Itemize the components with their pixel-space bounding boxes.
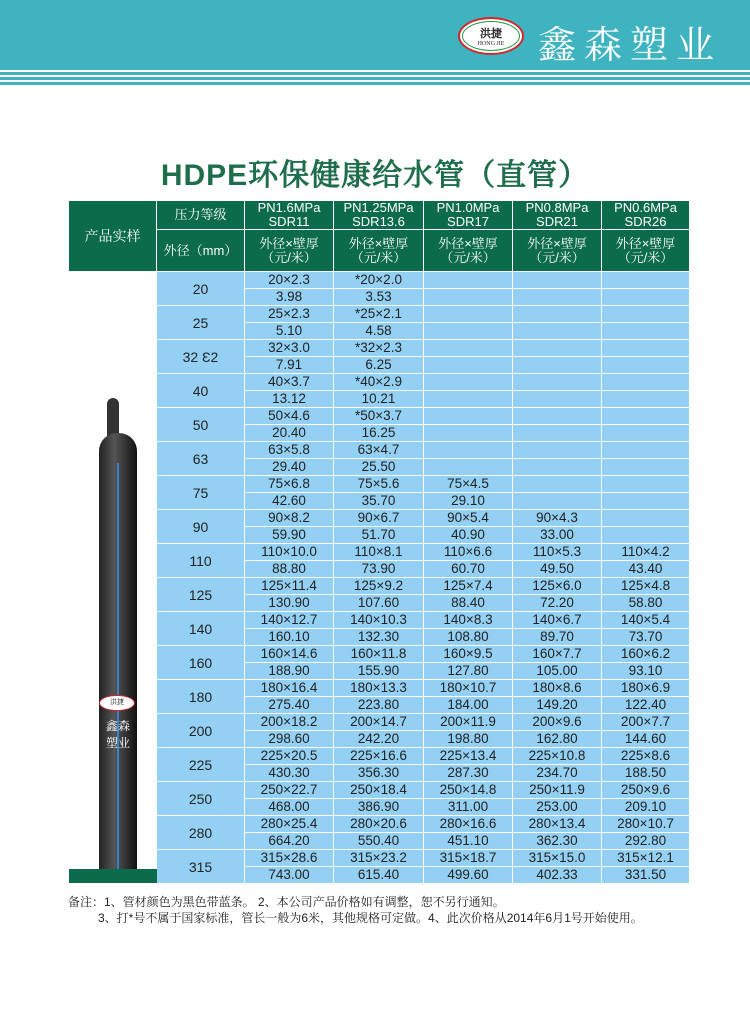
- spec-cell: 110×10.0: [245, 544, 334, 561]
- price-cell: [513, 391, 602, 408]
- spec-cell: *32×2.3: [334, 340, 424, 357]
- spec-cell: 250×14.8: [424, 782, 513, 799]
- price-cell: [602, 289, 690, 306]
- price-cell: 88.40: [424, 595, 513, 612]
- price-cell: 130.90: [245, 595, 334, 612]
- od-cell: 180: [157, 680, 245, 714]
- spec-cell: 315×28.6: [245, 850, 334, 867]
- spec-cell: [424, 374, 513, 391]
- price-cell: 29.40: [245, 459, 334, 476]
- spec-cell: 180×13.3: [334, 680, 424, 697]
- price-cell: [513, 357, 602, 374]
- price-cell: 664.20: [245, 833, 334, 850]
- spec-cell: [602, 476, 690, 493]
- price-cell: [513, 425, 602, 442]
- price-cell: 132.30: [334, 629, 424, 646]
- spec-cell: 250×9.6: [602, 782, 690, 799]
- spec-cell: 180×8.6: [513, 680, 602, 697]
- price-cell: 73.70: [602, 629, 690, 646]
- spec-cell: 140×12.7: [245, 612, 334, 629]
- unit-label: （元/米）: [350, 249, 407, 265]
- spec-cell: [513, 340, 602, 357]
- od-cell: 110: [157, 544, 245, 578]
- sdr-label: SDR13.6: [352, 214, 405, 229]
- price-cell: 430.30: [245, 765, 334, 782]
- spec-cell: 110×4.2: [602, 544, 690, 561]
- spec-cell: 280×20.6: [334, 816, 424, 833]
- price-cell: [424, 425, 513, 442]
- table-row: [69, 680, 690, 697]
- spec-cell: 125×9.2: [334, 578, 424, 595]
- price-cell: 198.80: [424, 731, 513, 748]
- spec-cell: 125×6.0: [513, 578, 602, 595]
- spec-cell: [602, 340, 690, 357]
- unit-label: 外径×壁厚: [438, 235, 498, 251]
- unit-label: 外径×壁厚: [615, 235, 676, 251]
- sdr-label: SDR11: [268, 214, 310, 229]
- spec-cell: [602, 374, 690, 391]
- price-cell: 20.40: [245, 425, 334, 442]
- price-cell: 72.20: [513, 595, 602, 612]
- price-cell: [424, 357, 513, 374]
- spec-cell: *20×2.0: [334, 272, 424, 289]
- spec-cell: 63×4.7: [334, 442, 424, 459]
- price-cell: 615.40: [334, 867, 424, 884]
- spec-cell: 140×5.4: [602, 612, 690, 629]
- spec-cell: 225×13.4: [424, 748, 513, 765]
- unit-header: [513, 230, 602, 272]
- price-cell: 499.60: [424, 867, 513, 884]
- header-stripes: [0, 70, 750, 86]
- price-cell: 51.70: [334, 527, 424, 544]
- sdr-label: SDR17: [447, 214, 489, 229]
- spec-cell: 110×5.3: [513, 544, 602, 561]
- price-cell: 7.91: [245, 357, 334, 374]
- spec-cell: 125×11.4: [245, 578, 334, 595]
- spec-cell: 90×6.7: [334, 510, 424, 527]
- spec-cell: 90×4.3: [513, 510, 602, 527]
- price-cell: 29.10: [424, 493, 513, 510]
- price-cell: 298.60: [245, 731, 334, 748]
- price-cell: 16.25: [334, 425, 424, 442]
- spec-cell: 25×2.3: [245, 306, 334, 323]
- price-cell: 149.20: [513, 697, 602, 714]
- unit-label: （元/米）: [261, 249, 317, 265]
- spec-cell: [602, 510, 690, 527]
- price-cell: 287.30: [424, 765, 513, 782]
- pn-label: PN1.0MPa: [436, 200, 500, 215]
- product-image-cell: [69, 272, 157, 884]
- spec-cell: 90×5.4: [424, 510, 513, 527]
- note-line-1: 备注：1、管材颜色为黑色带蓝条。 2、本公司产品价格如有调整，恕不另行通知。: [68, 895, 505, 909]
- price-cell: 59.90: [245, 527, 334, 544]
- unit-header: [334, 230, 424, 272]
- price-cell: 184.00: [424, 697, 513, 714]
- price-cell: [513, 289, 602, 306]
- spec-cell: 225×10.8: [513, 748, 602, 765]
- spec-cell: 225×16.6: [334, 748, 424, 765]
- spec-cell: [513, 408, 602, 425]
- spec-cell: 315×12.1: [602, 850, 690, 867]
- price-cell: [602, 527, 690, 544]
- note-line-2: 3、打*号不属于国家标准，管长一般为6米，其他规格可定做。4、此次价格从2014年6月1号开始使用。: [98, 911, 643, 925]
- pn-label: PN1.6MPa: [257, 200, 321, 215]
- price-cell: 5.10: [245, 323, 334, 340]
- unit-header: [424, 230, 513, 272]
- price-cell: 25.50: [334, 459, 424, 476]
- spec-cell: 20×2.3: [245, 272, 334, 289]
- spec-cell: [513, 476, 602, 493]
- table-row: [69, 578, 690, 595]
- spec-cell: 75×5.6: [334, 476, 424, 493]
- table-row: [69, 782, 690, 799]
- od-cell: 125: [157, 578, 245, 612]
- pn-label: PN0.6MPa: [614, 200, 677, 215]
- unit-label: 外径×壁厚: [348, 235, 409, 251]
- unit-label: （元/米）: [617, 249, 674, 265]
- table-row: [69, 544, 690, 561]
- price-cell: 160.10: [245, 629, 334, 646]
- unit-label: 外径×壁厚: [259, 235, 319, 251]
- price-table: [68, 200, 690, 884]
- pressure-column-header: [245, 201, 334, 230]
- price-cell: 13.12: [245, 391, 334, 408]
- spec-cell: 200×14.7: [334, 714, 424, 731]
- spec-cell: 160×6.2: [602, 646, 690, 663]
- od-cell: 140: [157, 612, 245, 646]
- spec-cell: 32×3.0: [245, 340, 334, 357]
- pressure-grade-header: 压力等级: [157, 201, 245, 230]
- brand-name: 鑫森塑业: [538, 23, 723, 67]
- price-cell: [513, 323, 602, 340]
- spec-cell: 75×6.8: [245, 476, 334, 493]
- price-cell: 743.00: [245, 867, 334, 884]
- spec-cell: 90×8.2: [245, 510, 334, 527]
- price-cell: [424, 289, 513, 306]
- pipe-brand: 鑫森塑业: [105, 719, 130, 750]
- spec-cell: [424, 408, 513, 425]
- od-cell: 32 Ɛ2: [157, 340, 245, 374]
- unit-label: （元/米）: [529, 249, 585, 265]
- spec-cell: [513, 306, 602, 323]
- price-cell: 188.50: [602, 765, 690, 782]
- pressure-column-header: [334, 201, 424, 230]
- spec-cell: [424, 306, 513, 323]
- spec-cell: 180×16.4: [245, 680, 334, 697]
- price-cell: [424, 459, 513, 476]
- table-row: [69, 612, 690, 629]
- spec-cell: 200×11.9: [424, 714, 513, 731]
- table-row: [69, 408, 690, 425]
- pipe-image: [69, 323, 156, 883]
- spec-cell: 50×4.6: [245, 408, 334, 425]
- spec-cell: 180×6.9: [602, 680, 690, 697]
- price-cell: 42.60: [245, 493, 334, 510]
- spec-cell: 200×9.6: [513, 714, 602, 731]
- price-cell: 3.98: [245, 289, 334, 306]
- table-row: [69, 442, 690, 459]
- spec-cell: 125×7.4: [424, 578, 513, 595]
- od-cell: 25: [157, 306, 245, 340]
- price-cell: [513, 493, 602, 510]
- table-row: [69, 748, 690, 765]
- price-cell: 155.90: [334, 663, 424, 680]
- price-cell: 33.00: [513, 527, 602, 544]
- spec-cell: 200×18.2: [245, 714, 334, 731]
- price-cell: 127.80: [424, 663, 513, 680]
- price-cell: 108.80: [424, 629, 513, 646]
- price-cell: 122.40: [602, 697, 690, 714]
- spec-cell: 200×7.7: [602, 714, 690, 731]
- price-cell: 60.70: [424, 561, 513, 578]
- spec-cell: 160×11.8: [334, 646, 424, 663]
- table-row: [69, 850, 690, 867]
- price-cell: [424, 323, 513, 340]
- spec-cell: [513, 442, 602, 459]
- spec-cell: 40×3.7: [245, 374, 334, 391]
- price-cell: [602, 357, 690, 374]
- od-cell: 40: [157, 374, 245, 408]
- od-header: 外径（mm）: [157, 230, 245, 272]
- spec-cell: [602, 272, 690, 289]
- spec-cell: [513, 374, 602, 391]
- od-cell: 75: [157, 476, 245, 510]
- price-cell: 209.10: [602, 799, 690, 816]
- od-cell: 225: [157, 748, 245, 782]
- spec-cell: [424, 272, 513, 289]
- table-row: [69, 816, 690, 833]
- price-cell: 311.00: [424, 799, 513, 816]
- price-cell: 4.58: [334, 323, 424, 340]
- sdr-label: SDR21: [536, 214, 578, 229]
- spec-cell: 110×8.1: [334, 544, 424, 561]
- od-cell: 20: [157, 272, 245, 306]
- table-row: [69, 272, 690, 289]
- spec-cell: 225×8.6: [602, 748, 690, 765]
- spec-cell: 280×10.7: [602, 816, 690, 833]
- price-cell: 386.90: [334, 799, 424, 816]
- price-cell: 107.60: [334, 595, 424, 612]
- price-cell: 253.00: [513, 799, 602, 816]
- product-sample-header: 产品实样: [69, 201, 157, 272]
- price-cell: 234.70: [513, 765, 602, 782]
- price-cell: 402.33: [513, 867, 602, 884]
- price-cell: 89.70: [513, 629, 602, 646]
- spec-cell: *50×3.7: [334, 408, 424, 425]
- pn-label: PN0.8MPa: [525, 200, 589, 215]
- spec-cell: [424, 442, 513, 459]
- pn-label: PN1.25MPa: [343, 200, 414, 215]
- price-cell: 144.60: [602, 731, 690, 748]
- spec-cell: 140×6.7: [513, 612, 602, 629]
- price-cell: 356.30: [334, 765, 424, 782]
- spec-cell: 140×8.3: [424, 612, 513, 629]
- spec-cell: 125×4.8: [602, 578, 690, 595]
- price-cell: 88.80: [245, 561, 334, 578]
- price-cell: 223.80: [334, 697, 424, 714]
- od-cell: 90: [157, 510, 245, 544]
- spec-cell: 160×9.5: [424, 646, 513, 663]
- price-cell: 49.50: [513, 561, 602, 578]
- table-row: [69, 714, 690, 731]
- spec-cell: 225×20.5: [245, 748, 334, 765]
- price-cell: 43.40: [602, 561, 690, 578]
- spec-cell: *40×2.9: [334, 374, 424, 391]
- spec-cell: [602, 408, 690, 425]
- price-cell: 105.00: [513, 663, 602, 680]
- price-cell: 468.00: [245, 799, 334, 816]
- table-row: [69, 374, 690, 391]
- price-cell: 451.10: [424, 833, 513, 850]
- spec-cell: 160×7.7: [513, 646, 602, 663]
- spec-cell: 250×11.9: [513, 782, 602, 799]
- spec-cell: 63×5.8: [245, 442, 334, 459]
- spec-cell: 250×18.4: [334, 782, 424, 799]
- spec-cell: 140×10.3: [334, 612, 424, 629]
- price-cell: 40.90: [424, 527, 513, 544]
- od-cell: 250: [157, 782, 245, 816]
- spec-cell: 315×23.2: [334, 850, 424, 867]
- pressure-column-header: [602, 201, 690, 230]
- price-cell: 550.40: [334, 833, 424, 850]
- price-cell: 3.53: [334, 289, 424, 306]
- pressure-column-header: [424, 201, 513, 230]
- spec-cell: 110×6.6: [424, 544, 513, 561]
- sdr-label: SDR26: [624, 214, 667, 229]
- price-cell: 10.21: [334, 391, 424, 408]
- od-cell: 315: [157, 850, 245, 884]
- price-cell: 73.90: [334, 561, 424, 578]
- pipe-logo: 洪捷: [99, 695, 135, 711]
- price-cell: 275.40: [245, 697, 334, 714]
- table-row: [69, 306, 690, 323]
- price-cell: 6.25: [334, 357, 424, 374]
- unit-label: （元/米）: [440, 249, 496, 265]
- page-title: HDPE环保健康给水管（直管）: [160, 159, 590, 192]
- table-row: [69, 646, 690, 663]
- pressure-column-header: [513, 201, 602, 230]
- price-cell: 35.70: [334, 493, 424, 510]
- price-cell: [602, 323, 690, 340]
- price-cell: [602, 391, 690, 408]
- spec-cell: 315×15.0: [513, 850, 602, 867]
- price-cell: [602, 425, 690, 442]
- spec-cell: 280×25.4: [245, 816, 334, 833]
- notes: [68, 894, 643, 926]
- od-cell: 50: [157, 408, 245, 442]
- spec-cell: [602, 442, 690, 459]
- price-cell: 292.80: [602, 833, 690, 850]
- spec-cell: 75×4.5: [424, 476, 513, 493]
- spec-cell: [513, 272, 602, 289]
- spec-cell: *25×2.1: [334, 306, 424, 323]
- od-cell: 63: [157, 442, 245, 476]
- price-cell: 331.50: [602, 867, 690, 884]
- od-cell: 160: [157, 646, 245, 680]
- spec-cell: 180×10.7: [424, 680, 513, 697]
- table-row: [69, 340, 690, 357]
- price-cell: 188.90: [245, 663, 334, 680]
- od-cell: 200: [157, 714, 245, 748]
- price-cell: [513, 459, 602, 476]
- unit-header: [602, 230, 690, 272]
- price-cell: 58.80: [602, 595, 690, 612]
- spec-cell: [602, 306, 690, 323]
- unit-header: [245, 230, 334, 272]
- unit-label: 外径×壁厚: [527, 235, 587, 251]
- spec-cell: 315×18.7: [424, 850, 513, 867]
- price-cell: [602, 459, 690, 476]
- spec-cell: 280×16.6: [424, 816, 513, 833]
- price-cell: 242.20: [334, 731, 424, 748]
- table-row: [69, 510, 690, 527]
- table-row: [69, 476, 690, 493]
- spec-cell: 280×13.4: [513, 816, 602, 833]
- company-logo: 洪捷 HONG JIE: [458, 17, 524, 55]
- spec-cell: [424, 340, 513, 357]
- od-cell: 280: [157, 816, 245, 850]
- spec-cell: 250×22.7: [245, 782, 334, 799]
- spec-cell: 160×14.6: [245, 646, 334, 663]
- price-cell: 93.10: [602, 663, 690, 680]
- price-cell: [424, 391, 513, 408]
- price-cell: 362.30: [513, 833, 602, 850]
- price-cell: 162.80: [513, 731, 602, 748]
- price-cell: [602, 493, 690, 510]
